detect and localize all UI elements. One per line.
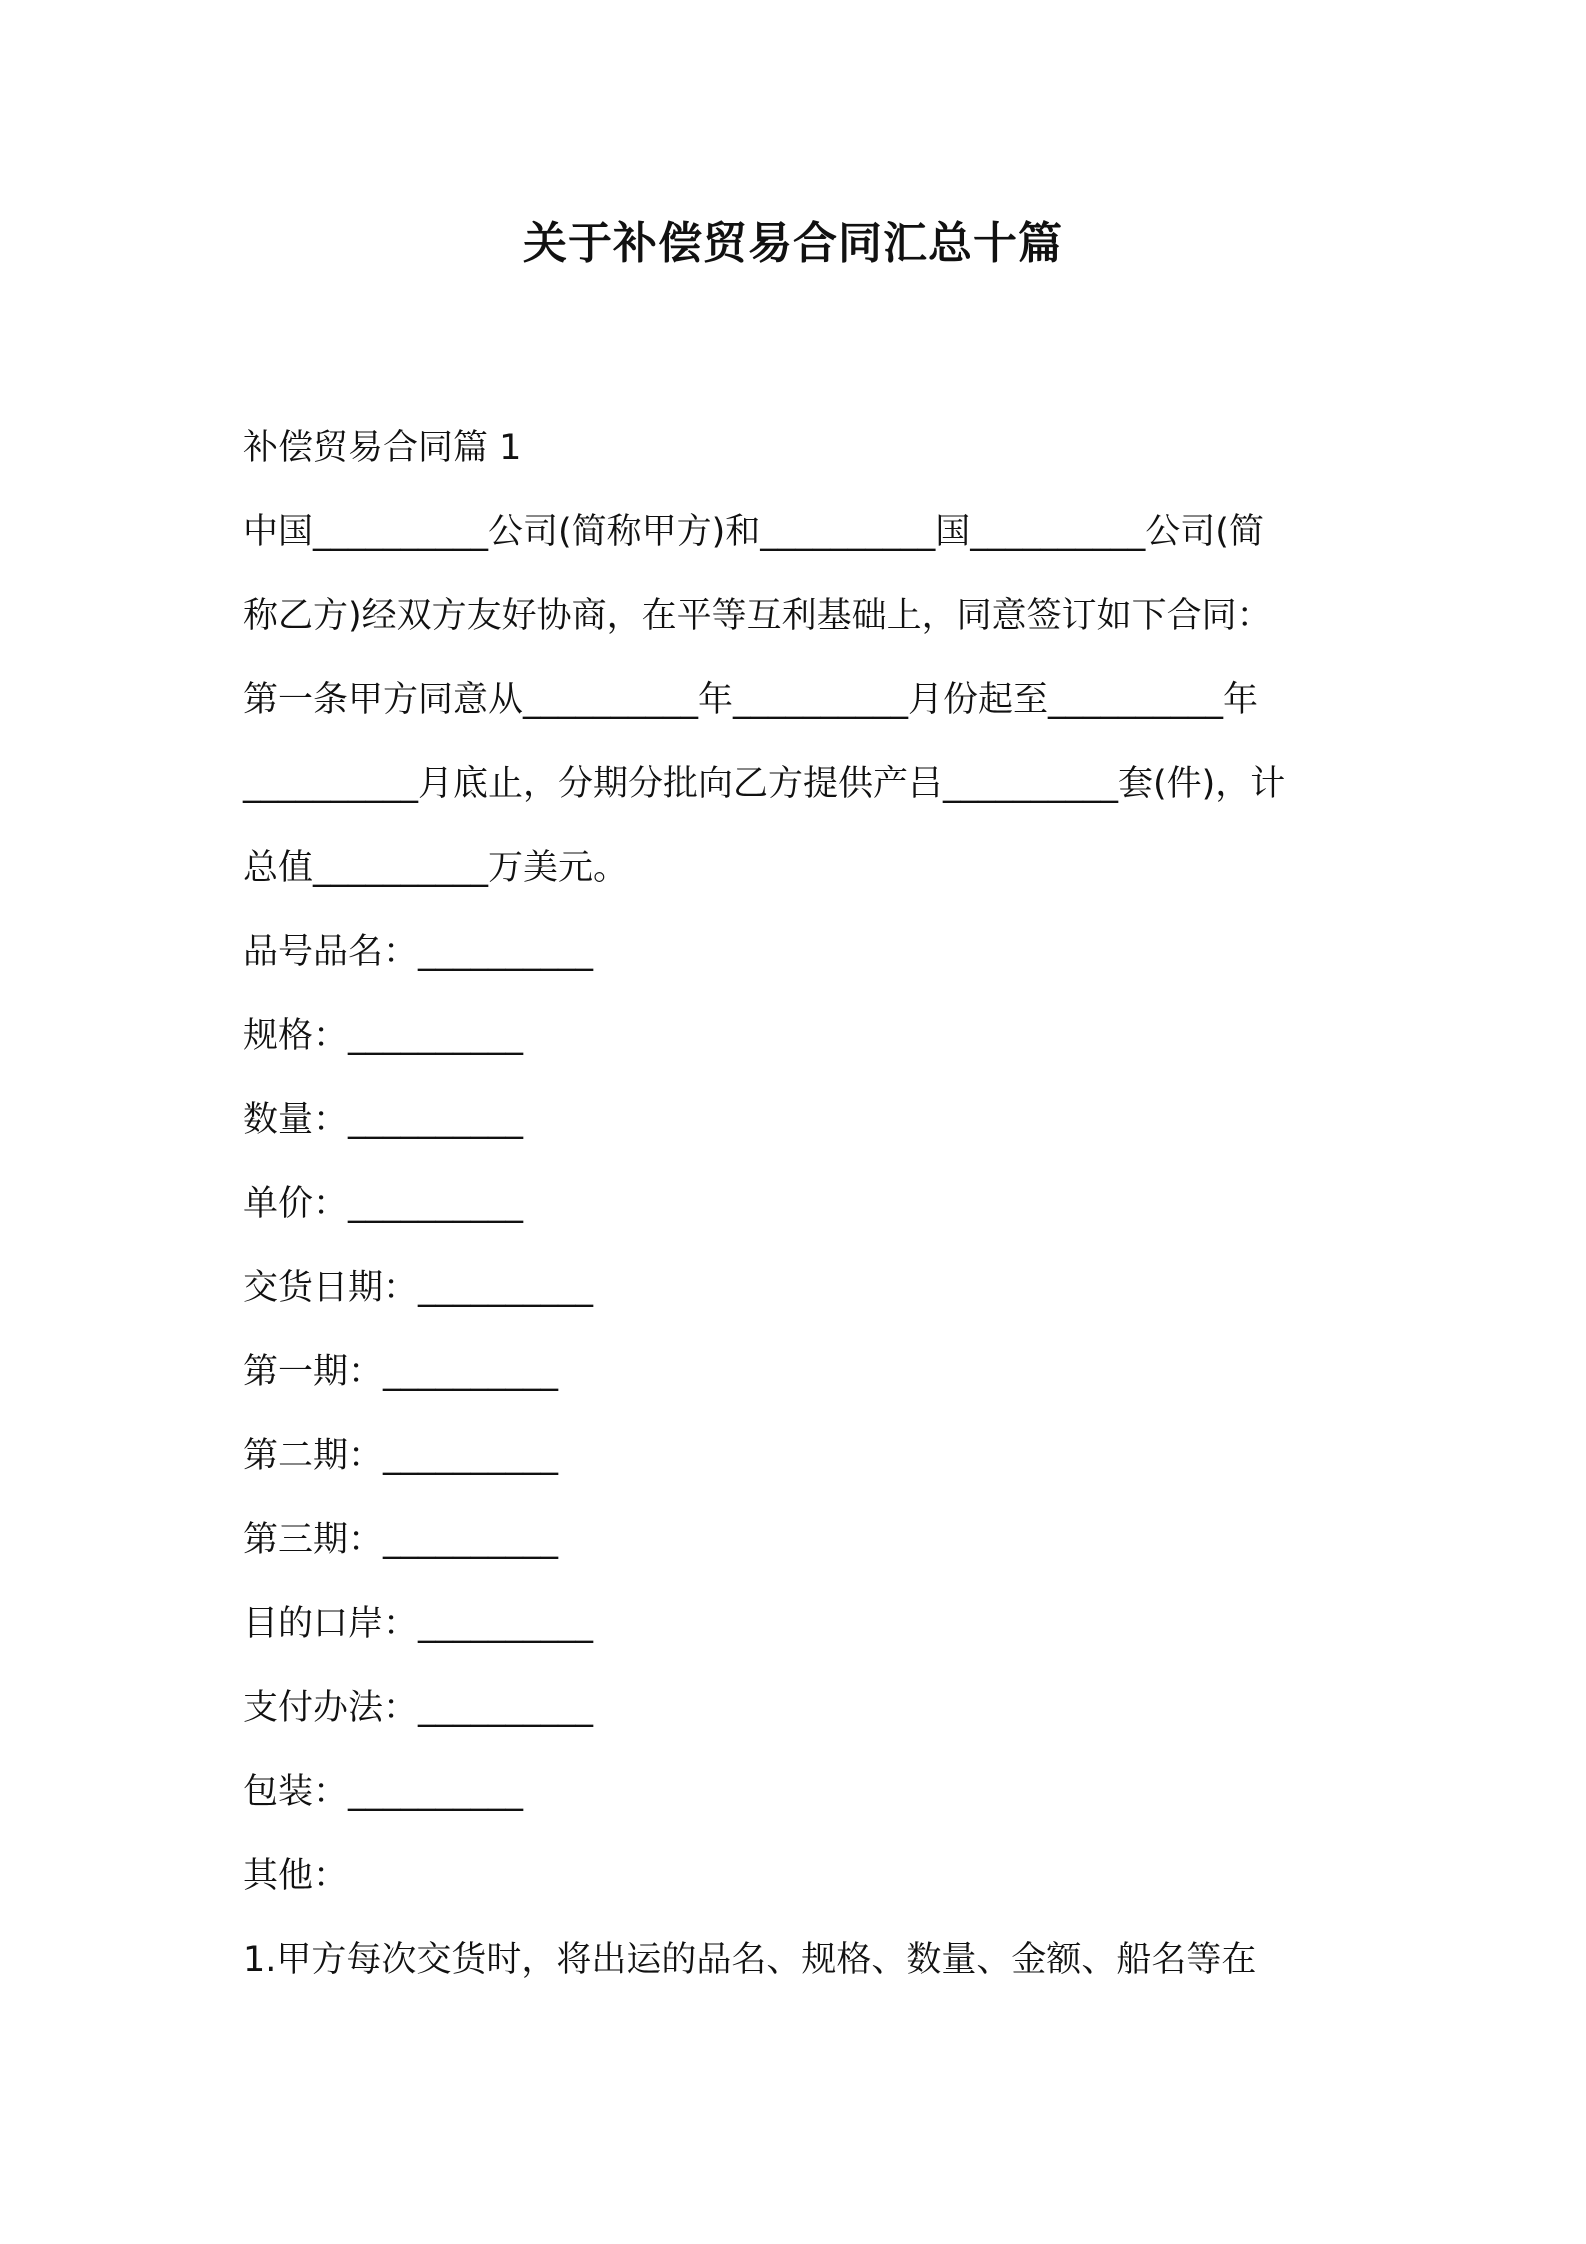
document-title: 关于补偿贸易合同汇总十篇 [523, 218, 1063, 269]
section-heading: 补偿贸易合同篇 1 [243, 428, 522, 468]
paragraph-line: 总值__________万美元。 [243, 848, 629, 888]
form-field-specification: 规格：__________ [243, 1016, 524, 1056]
form-field-other: 其他： [243, 1856, 349, 1896]
form-field-destination-port: 目的口岸：__________ [243, 1604, 594, 1644]
form-field-delivery-date: 交货日期：__________ [243, 1268, 594, 1308]
numbered-clause: 1.甲方每次交货时，将出运的品名、规格、数量、金额、船名等在 [243, 1940, 1257, 1980]
form-field-unit-price: 单价：__________ [243, 1184, 524, 1224]
paragraph-line: 中国__________公司(简称甲方)和__________国__________公司(简 [243, 512, 1264, 552]
form-field-product-name: 品号品名：__________ [243, 932, 594, 972]
paragraph-line: 称乙方)经双方友好协商，在平等互利基础上，同意签订如下合同： [243, 596, 1272, 636]
paragraph-line: __________月底止，分期分批向乙方提供产吕__________套(件)，计 [243, 764, 1286, 804]
document-body [243, 406, 1353, 2002]
form-field-quantity: 数量：__________ [243, 1100, 524, 1140]
form-field-payment-method: 支付办法：__________ [243, 1688, 594, 1728]
form-field-phase-one: 第一期：__________ [243, 1352, 559, 1392]
form-field-packaging: 包装：__________ [243, 1772, 524, 1812]
paragraph-line: 第一条甲方同意从__________年__________月份起至__________年 [243, 680, 1259, 720]
form-field-phase-three: 第三期：__________ [243, 1520, 559, 1560]
form-field-phase-two: 第二期：__________ [243, 1436, 559, 1476]
